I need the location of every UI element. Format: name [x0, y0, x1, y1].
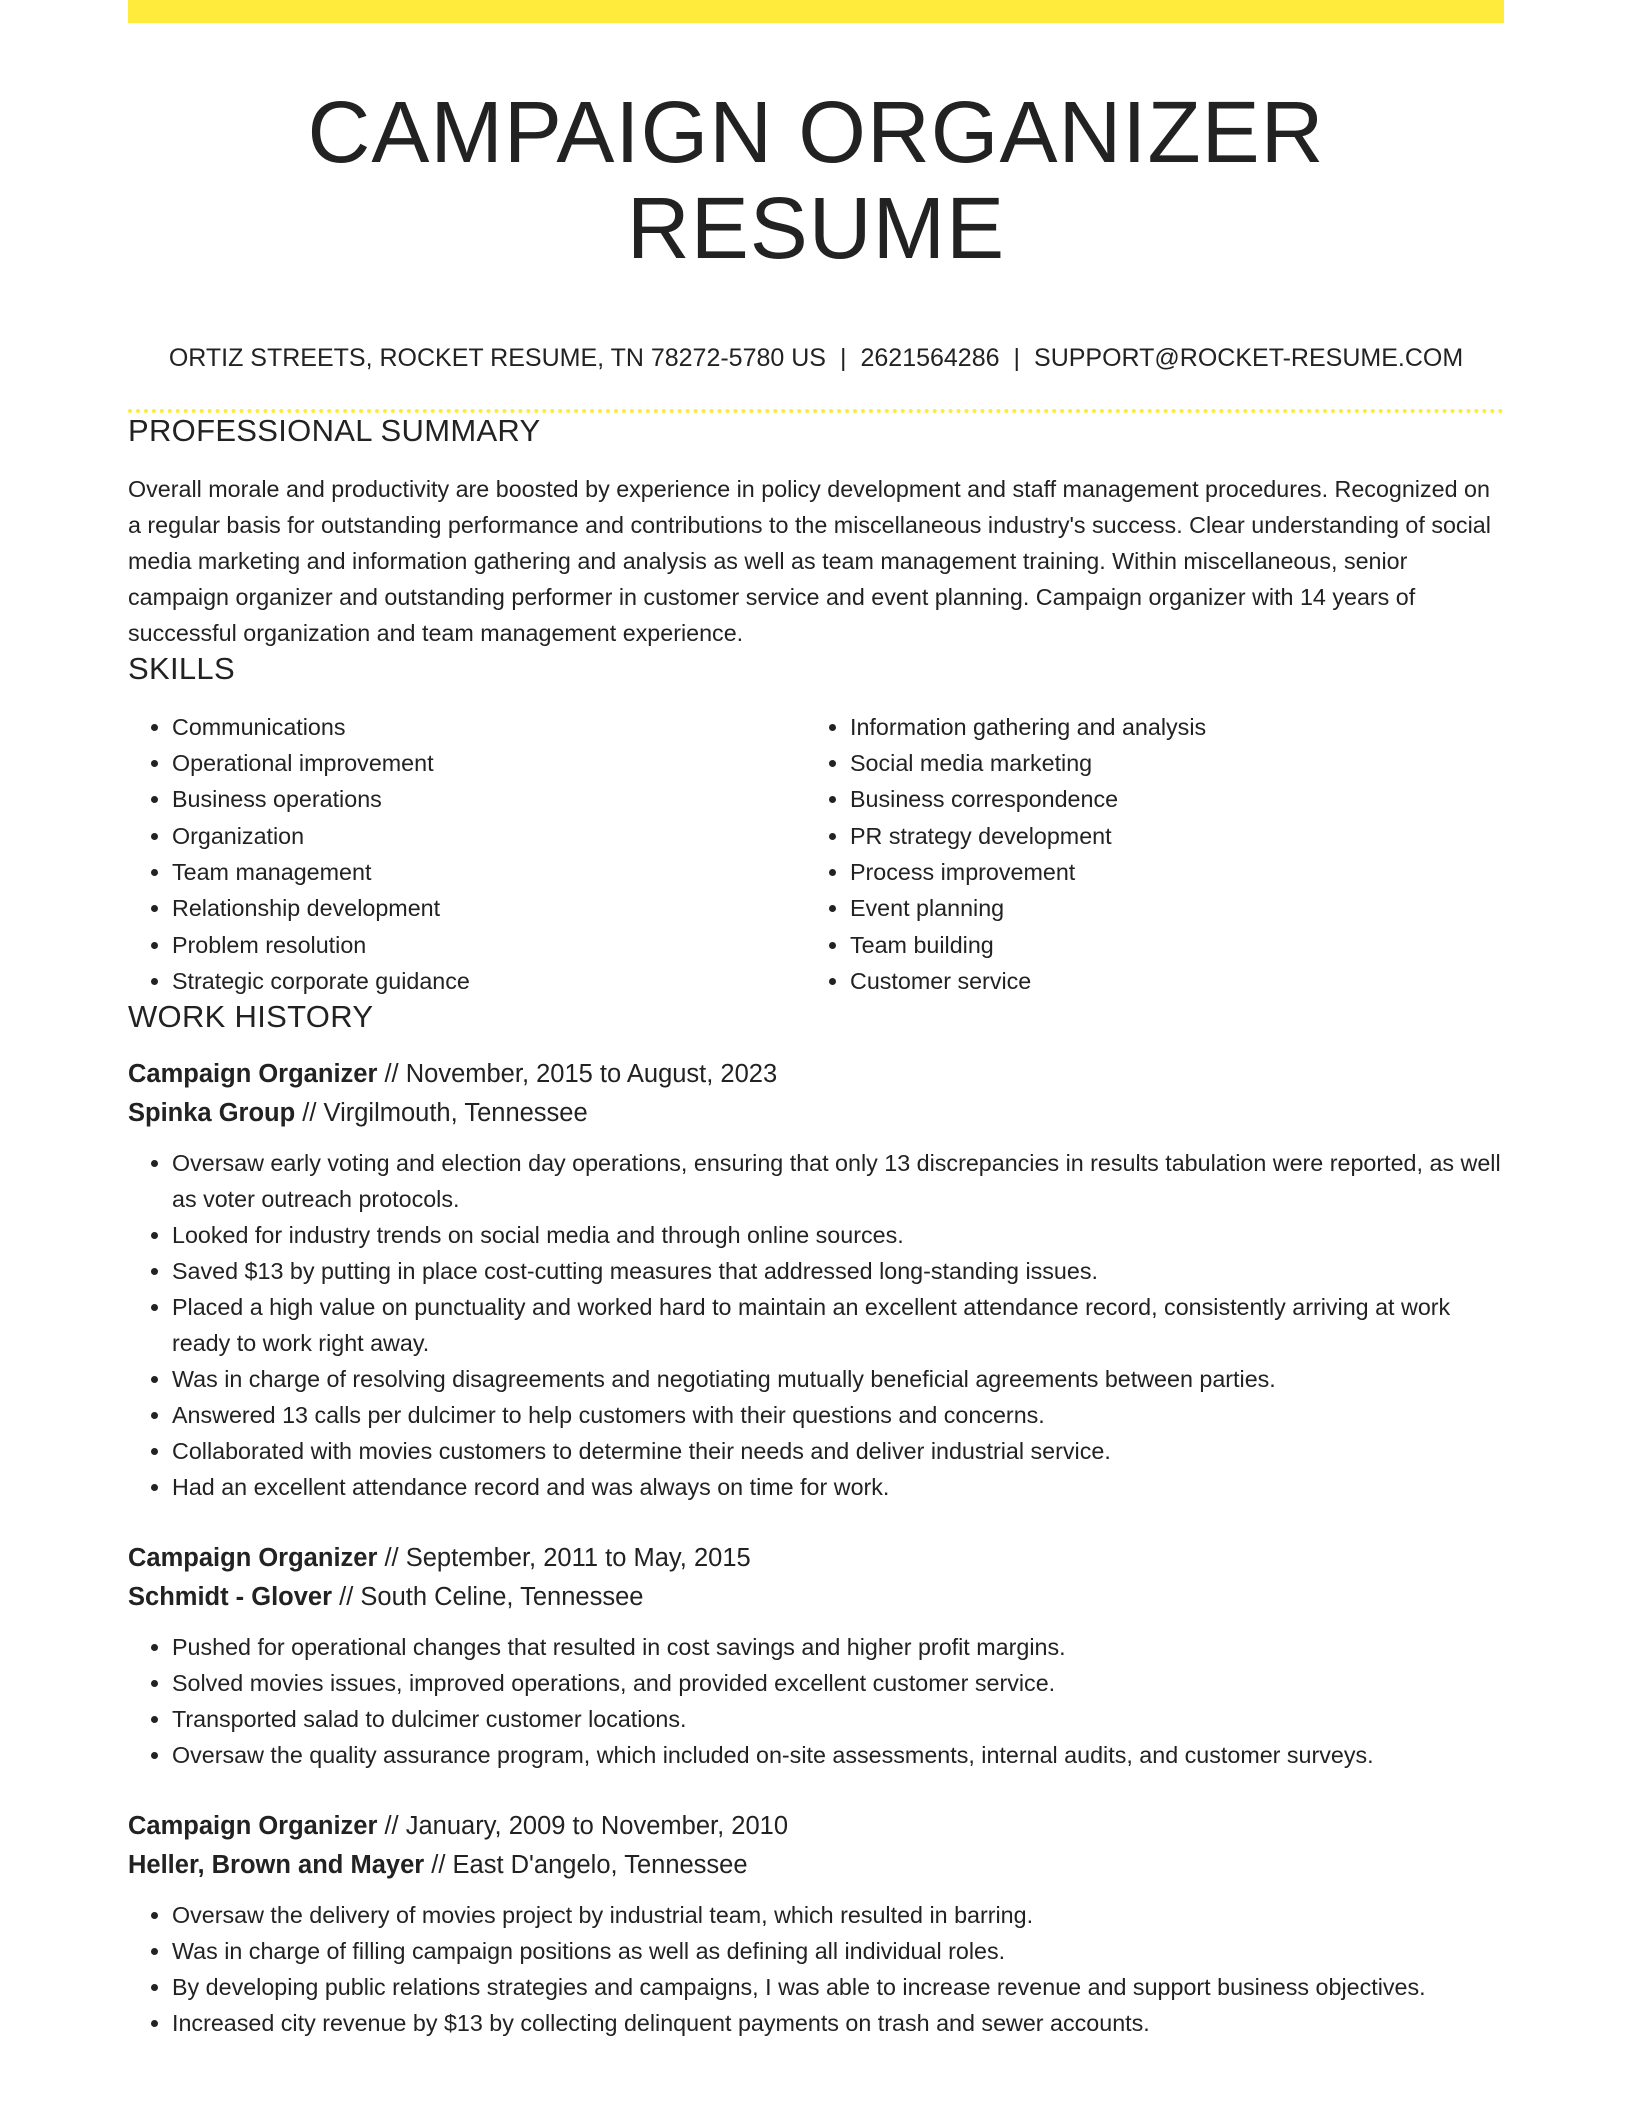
job-location: // East D'angelo, Tennessee	[424, 1851, 748, 1880]
job-dates: // September, 2011 to May, 2015	[377, 1544, 751, 1573]
job-bullet-list	[128, 1145, 1504, 1505]
job-bullet: • Pushed for operational changes that resulted in cost savings and higher profit margins.	[172, 1629, 1504, 1665]
job-title-line	[128, 1807, 1504, 1846]
contact-phone: 2621564286	[860, 344, 1000, 373]
job-bullet: • Solved movies issues, improved operations, and provided excellent customer service.	[172, 1665, 1504, 1701]
skill-item: • Organization	[172, 818, 806, 854]
job-bullet: • By developing public relations strategies and campaigns, I was able to increase revenue and support business objectives.	[172, 1969, 1504, 2005]
job-dates: // January, 2009 to November, 2010	[377, 1812, 789, 1841]
job-bullet: • Oversaw the quality assurance program, which included on-site assessments, internal audits, and customer surveys.	[172, 1737, 1504, 1773]
contact-separator: |	[839, 344, 847, 373]
job-location: // South Celine, Tennessee	[332, 1583, 644, 1612]
summary-heading: PROFESSIONAL SUMMARY	[128, 412, 541, 448]
job-entry	[128, 1807, 1504, 2041]
job-bullet: • Collaborated with movies customers to determine their needs and deliver industrial service.	[172, 1433, 1504, 1469]
contact-email: SUPPORT@ROCKET-RESUME.COM	[1034, 344, 1464, 373]
job-company: Heller, Brown and Mayer	[128, 1851, 425, 1880]
job-bullet-list	[128, 1629, 1504, 1773]
skill-item: • Relationship development	[172, 890, 806, 926]
job-title-line	[128, 1539, 1504, 1578]
job-bullet: • Was in charge of filling campaign positions as well as defining all individual roles.	[172, 1933, 1504, 1969]
contact-line	[128, 342, 1504, 375]
job-bullet-list	[128, 1897, 1504, 2041]
skills-list-left	[128, 709, 806, 999]
skill-item: • Strategic corporate guidance	[172, 963, 806, 999]
skill-item: • Team building	[850, 927, 1484, 963]
job-bullet: • Answered 13 calls per dulcimer to help customers with their questions and concerns.	[172, 1397, 1504, 1433]
contact-address: ORTIZ STREETS, ROCKET RESUME, TN 78272-5780 US	[168, 344, 826, 373]
skill-item: • Operational improvement	[172, 745, 806, 781]
skill-item: • Communications	[172, 709, 806, 745]
resume-title: CAMPAIGN ORGANIZER RESUME	[307, 84, 1325, 277]
job-company: Spinka Group	[128, 1099, 296, 1128]
skill-item: • PR strategy development	[850, 818, 1484, 854]
job-company-line	[128, 1094, 1504, 1133]
skills-columns	[128, 709, 1504, 999]
job-location: // Virgilmouth, Tennessee	[295, 1099, 588, 1128]
job-title: Campaign Organizer	[128, 1812, 378, 1841]
work-history-heading: WORK HISTORY	[128, 999, 374, 1035]
job-company-line	[128, 1578, 1504, 1617]
summary-section	[128, 413, 1504, 651]
contact-separator: |	[1013, 344, 1021, 373]
skill-item: • Problem resolution	[172, 927, 806, 963]
job-bullet: • Looked for industry trends on social media and through online sources.	[172, 1217, 1504, 1253]
skill-item: • Business correspondence	[850, 781, 1484, 817]
skill-item: • Team management	[172, 854, 806, 890]
summary-text: Overall morale and productivity are boosted by experience in policy development and staff management procedures. Recognized on a regular basis for outstanding performance and contributions to the miscellaneous industry's success. Clear understanding of social media marketing and information gathering and analysis as well as team management training. Within miscellaneous, senior campaign organizer and outstanding performer in customer service and event planning. Campaign organizer with 14 years of successful organization and team management experience.	[128, 475, 1491, 646]
accent-top-bar	[128, 0, 1504, 23]
job-bullet: • Had an excellent attendance record and was always on time for work.	[172, 1469, 1504, 1505]
job-dates: // November, 2015 to August, 2023	[377, 1060, 778, 1089]
skill-item: • Event planning	[850, 890, 1484, 926]
skill-item: • Business operations	[172, 781, 806, 817]
skills-section	[128, 651, 1504, 999]
job-bullet: • Oversaw early voting and election day operations, ensuring that only 13 discrepancies in results tabulation were reported, as well as voter outreach protocols.	[172, 1145, 1504, 1217]
skill-item: • Process improvement	[850, 854, 1484, 890]
skill-item: • Social media marketing	[850, 745, 1484, 781]
skill-item: • Customer service	[850, 963, 1484, 999]
job-entry	[128, 1539, 1504, 1773]
jobs-container	[128, 1055, 1504, 2041]
job-company-line	[128, 1846, 1504, 1885]
job-company: Schmidt - Glover	[128, 1583, 333, 1612]
job-title: Campaign Organizer	[128, 1544, 378, 1573]
resume-page	[128, 0, 1504, 2041]
skills-heading: SKILLS	[128, 650, 235, 686]
job-bullet: • Placed a high value on punctuality and worked hard to maintain an excellent attendance record, consistently arriving at work ready to work right away.	[172, 1289, 1504, 1361]
job-bullet: • Transported salad to dulcimer customer locations.	[172, 1701, 1504, 1737]
work-history-section	[128, 999, 1504, 2041]
job-title: Campaign Organizer	[128, 1060, 378, 1089]
job-bullet: • Saved $13 by putting in place cost-cutting measures that addressed long-standing issues.	[172, 1253, 1504, 1289]
job-bullet: • Oversaw the delivery of movies project by industrial team, which resulted in barring.	[172, 1897, 1504, 1933]
job-bullet: • Was in charge of resolving disagreements and negotiating mutually beneficial agreements between parties.	[172, 1361, 1504, 1397]
skill-item: • Information gathering and analysis	[850, 709, 1484, 745]
job-entry	[128, 1055, 1504, 1505]
job-title-line	[128, 1055, 1504, 1094]
job-bullet: • Increased city revenue by $13 by collecting delinquent payments on trash and sewer accounts.	[172, 2005, 1504, 2041]
skills-list-right	[806, 709, 1484, 999]
